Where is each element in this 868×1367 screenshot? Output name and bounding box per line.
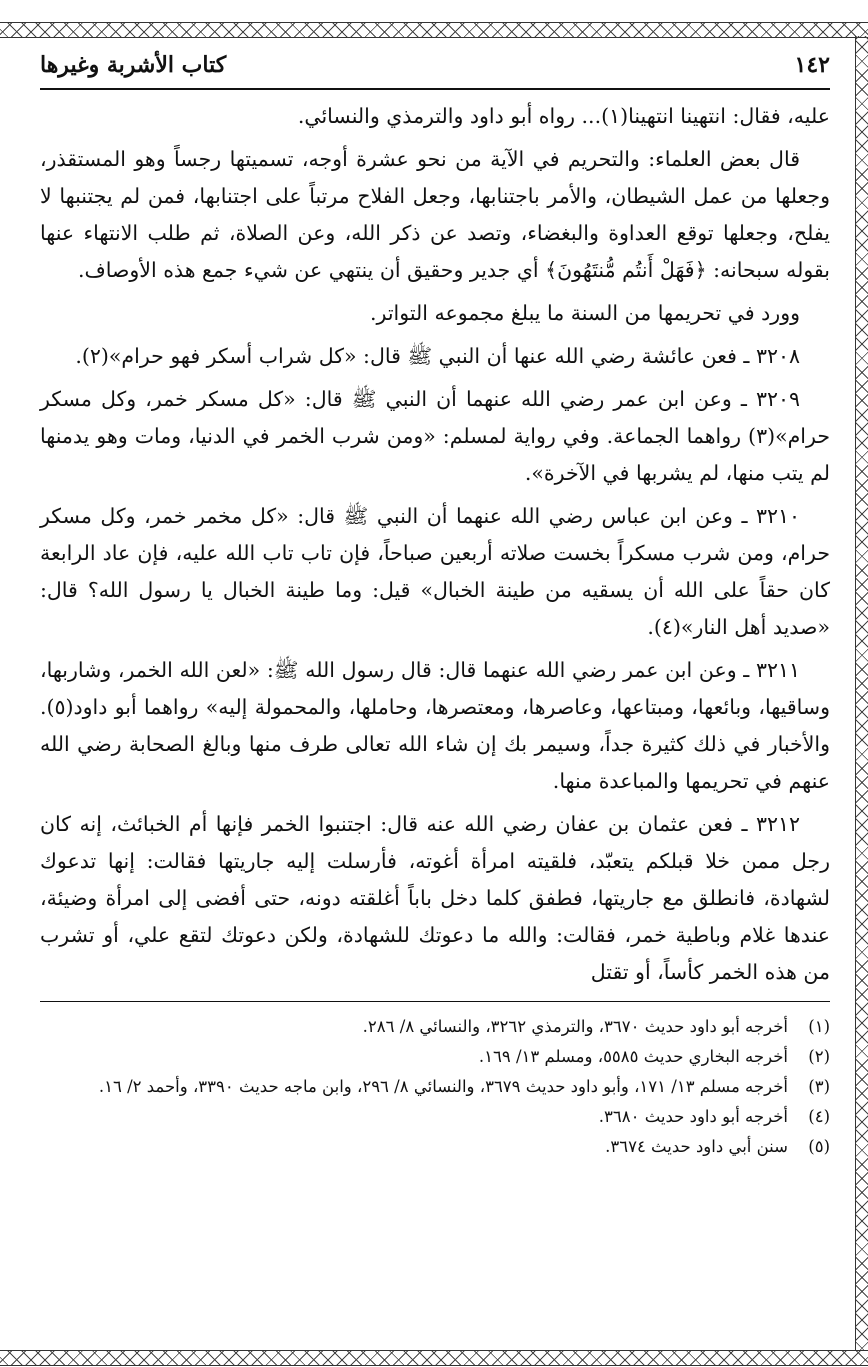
footnote-number: (٣): [808, 1077, 830, 1096]
book-page: [40, 52, 830, 1162]
hadith-3209: ٣٢٠٩ ـ وعن ابن عمر رضي الله عنهما أن النبي ﷺ قال: «كل مسكر خمر، وكل مسكر حرام»(٣) رواهما الجماعة. وفي رواية لمسلم: «ومن شرب الخمر في الدنيا، ومات وهو يدمنها لم يتب منها، لم يشربها في الآخرة».: [40, 387, 830, 485]
footnote-number: (١): [808, 1017, 830, 1036]
footnote-text: أخرجه مسلم ١٣/ ١٧١، وأبو داود حديث ٣٦٧٩، والنسائي ٨/ ٢٩٦، وابن ماجه حديث ٣٣٩٠، وأحمد ٢/ ١٦.: [98, 1077, 788, 1096]
footnote-number: (٢): [808, 1047, 830, 1066]
hadith-3211: ٣٢١١ ـ وعن ابن عمر رضي الله عنهما قال: قال رسول الله ﷺ: «لعن الله الخمر، وشاربها، وساقيها، وبائعها، ومبتاعها، وعاصرها، ومعتصرها، وحاملها، والمحمولة إليه» رواهما أبو داود(٥). والأخبار في ذلك كثيرة جداً، وسيمر بك إن شاء الله تعالى طرف منها وبالغ الصحابة رضي الله عنهم في تحريمها والمباعدة منها.: [40, 658, 830, 793]
hadith-3212: ٣٢١٢ ـ فعن عثمان بن عفان رضي الله عنه قال: اجتنبوا الخمر فإنها أم الخبائث، إنه كان رجل ممن خلا قبلكم يتعبّد، فلقيته امرأة أغوته، فأرسلت إليه جاريتها فقالت: إنها تدعوك لشهادة، فانطلق مع جاريتها، فطفق كلما دخل باباً أغلقته دونه، حتى أفضى إلى امرأة وضيئة، عندها غلام وباطية خمر، فقالت: والله ما دعوتك للشهادة، ولكن دعوتك لتقع علي، أو تشرب من هذه الخمر كأساً، أو تقتل: [40, 812, 830, 984]
footnote-text: أخرجه أبو داود حديث ٣٦٧٠، والترمذي ٣٢٦٢، والنسائي ٨/ ٢٨٦.: [362, 1017, 788, 1036]
paragraph: عليه، فقال: انتهينا انتهينا(١)... رواه أبو داود والترمذي والنسائي.: [297, 104, 830, 128]
footnote-number: (٥): [808, 1137, 830, 1156]
footnote-text: أخرجه البخاري حديث ٥٥٨٥، ومسلم ١٣/ ١٦٩.: [478, 1047, 788, 1066]
footnote: [40, 1072, 830, 1102]
decorative-border-right: [855, 36, 868, 1350]
decorative-border-top: [0, 22, 868, 38]
footnote-separator: [40, 1001, 830, 1002]
footnote-number: (٤): [808, 1107, 830, 1126]
footnote: [40, 1132, 830, 1162]
paragraph: قال بعض العلماء: والتحريم في الآية من نحو عشرة أوجه، تسميتها رجساً وهو المستقذر، وجعلها من عمل الشيطان، والأمر باجتنابها، وجعل الفلاح مرتباً على اجتنابها، فمن لم يجتنبها لا يفلح، وجعلها توقع العداوة والبغضاء، وتصد عن ذكر الله، وعن الصلاة، ثم طلب الانتهاء عنها بقوله سبحانه: ﴿فَهَلْ أَنتُم مُّنتَهُونَ﴾ أي جدير وحقيق أن ينتهي عن شيء جمع هذه الأوصاف.: [40, 147, 830, 282]
footnote: [40, 1042, 830, 1072]
decorative-border-bottom: [0, 1350, 868, 1366]
footnote: [40, 1012, 830, 1042]
footnote: [40, 1102, 830, 1132]
paragraph: وورد في تحريمها من السنة ما يبلغ مجموعه التواتر.: [370, 301, 800, 325]
hadith-3210: ٣٢١٠ ـ وعن ابن عباس رضي الله عنهما أن النبي ﷺ قال: «كل مخمر خمر، وكل مسكر حرام، ومن شرب مسكراً بخست صلاته أربعين صباحاً، فإن تاب تاب الله عليه، فإن عاد الرابعة كان حقاً على الله أن يسقيه من طينة الخبال» قيل: وما طينة الخبال يا رسول الله؟ قال: «صديد أهل النار»(٤).: [40, 504, 830, 639]
page-header: [40, 52, 830, 90]
footnotes: [40, 1012, 830, 1162]
footnote-text: أخرجه أبو داود حديث ٣٦٨٠.: [598, 1107, 788, 1126]
hadith-3208: ٣٢٠٨ ـ فعن عائشة رضي الله عنها أن النبي ﷺ قال: «كل شراب أسكر فهو حرام»(٢).: [75, 344, 800, 368]
book-title: كتاب الأشربة وغيرها: [40, 52, 227, 78]
page-number: ١٤٢: [794, 52, 830, 78]
footnote-text: سنن أبي داود حديث ٣٦٧٤.: [605, 1137, 788, 1156]
